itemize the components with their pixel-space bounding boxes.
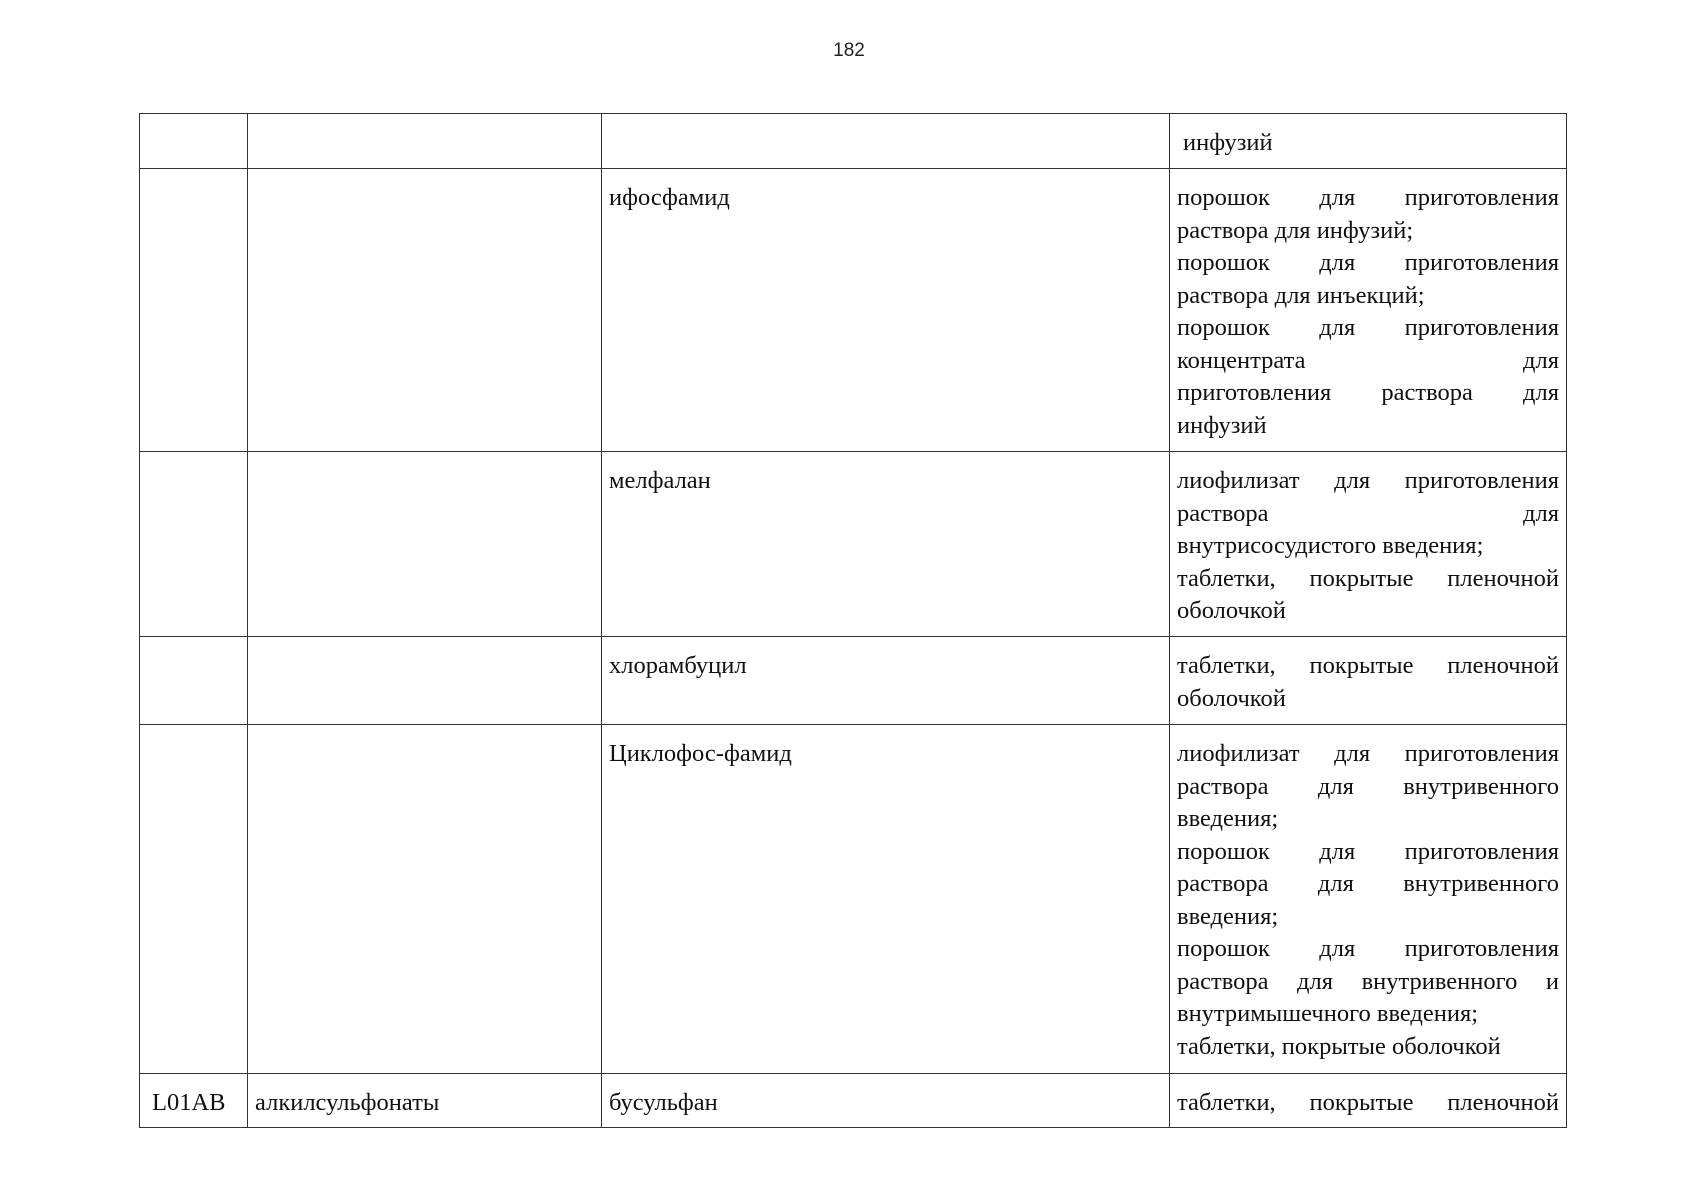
dosage-form-line: инфузий: [1177, 411, 1267, 439]
dosage-form-cell: [1170, 725, 1567, 1074]
table-row: [140, 637, 1567, 725]
dosage-form-line: порошок для приготовления: [1177, 837, 1559, 865]
dosage-form-cell: [1170, 169, 1567, 452]
group-cell: [248, 169, 602, 452]
dosage-form-line: порошок для приготовления: [1177, 184, 1559, 211]
dosage-form-line: оболочкой: [1177, 597, 1286, 624]
atc-code-cell: [140, 452, 248, 637]
group-cell: [248, 725, 602, 1074]
dosage-form-line: порошок для приготовления: [1177, 314, 1559, 341]
dosage-form-cell: [1170, 637, 1567, 725]
dosage-form-line: оболочкой: [1177, 684, 1286, 712]
dosage-form-line: концентрата для: [1177, 346, 1559, 374]
drug-table-body: [140, 114, 1567, 1128]
drug-name-cell: ифосфамид: [602, 169, 1170, 452]
dosage-form-line: порошок для приготовления: [1177, 935, 1559, 962]
group-cell: [248, 452, 602, 637]
dosage-form-line: раствора для инъекций;: [1177, 281, 1425, 309]
dosage-form-line: лиофилизат для приготовления: [1177, 740, 1559, 767]
dosage-form-line: раствора для внутривенного и: [1177, 967, 1559, 995]
table-row: [140, 452, 1567, 637]
dosage-form-line: таблетки, покрытые пленочной: [1177, 652, 1559, 679]
table-row: [140, 725, 1567, 1074]
table-row: [140, 114, 1567, 169]
dosage-form-line: внутрисосудистого введения;: [1177, 532, 1484, 559]
dosage-form-cell: [1170, 452, 1567, 637]
atc-code-cell: L01AB: [140, 1074, 248, 1128]
dosage-form-line: порошок для приготовления: [1177, 249, 1559, 276]
drug-name-cell: мелфалан: [602, 452, 1170, 637]
dosage-form-line: таблетки, покрытые пленочной: [1177, 564, 1559, 592]
dosage-form-cell: [1170, 114, 1567, 169]
dosage-form-line: раствора для: [1177, 499, 1559, 527]
drug-name-cell: хлорамбуцил: [602, 637, 1170, 725]
group-cell: [248, 114, 602, 169]
page-number: 182: [833, 40, 865, 61]
table-row: [140, 169, 1567, 452]
group-cell: [248, 637, 602, 725]
dosage-form-line: раствора для инфузий;: [1177, 216, 1414, 244]
dosage-form-line: внутримышечного введения;: [1177, 1000, 1479, 1027]
atc-code-cell: [140, 114, 248, 169]
dosage-form-line: лиофилизат для приготовления: [1177, 467, 1559, 494]
drug-name-cell: бусульфан: [602, 1074, 1170, 1128]
drug-name-cell: [602, 114, 1170, 169]
dosage-form-line: таблетки, покрытые пленочной: [1177, 1089, 1559, 1116]
drug-table: [139, 113, 1567, 1128]
dosage-form-line: инфузий: [1183, 129, 1273, 156]
dosage-form-cell: [1170, 1074, 1567, 1128]
dosage-form-line: приготовления раствора для: [1177, 379, 1559, 406]
dosage-form-line: введения;: [1177, 805, 1279, 832]
atc-code-cell: [140, 637, 248, 725]
drug-name-cell: Циклофос-фамид: [602, 725, 1170, 1074]
dosage-form-line: таблетки, покрытые оболочкой: [1177, 1032, 1501, 1060]
atc-code-cell: [140, 725, 248, 1074]
table-row: [140, 1074, 1567, 1128]
dosage-form-line: введения;: [1177, 902, 1279, 930]
dosage-form-line: раствора для внутривенного: [1177, 772, 1559, 800]
group-cell: алкилсульфонаты: [248, 1074, 602, 1128]
atc-code-cell: [140, 169, 248, 452]
dosage-form-line: раствора для внутривенного: [1177, 870, 1559, 897]
